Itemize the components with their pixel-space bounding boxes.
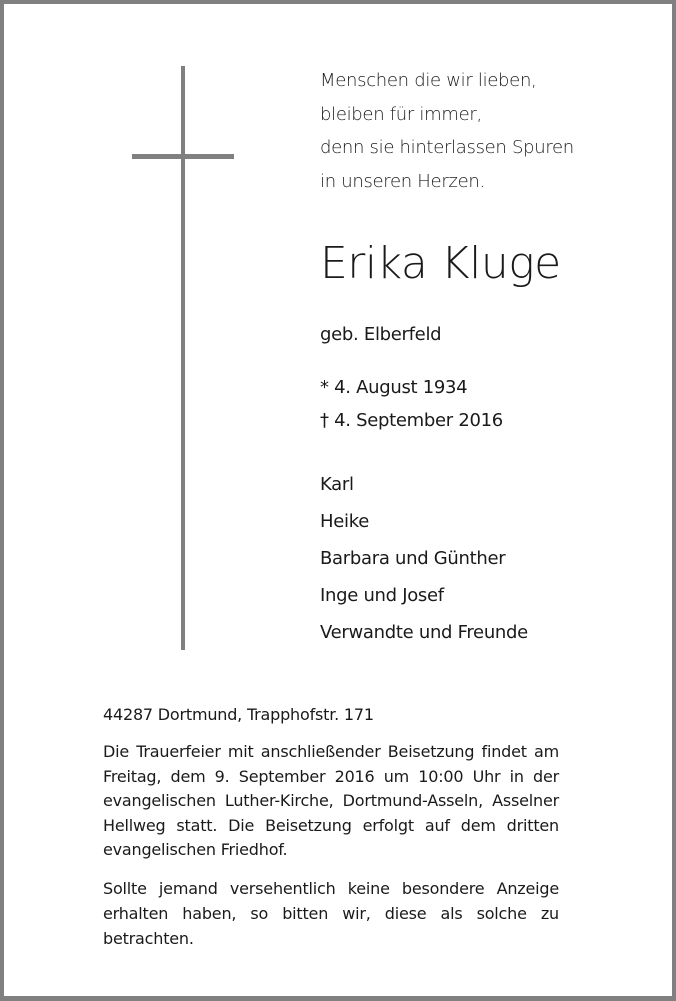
mourner-item: Inge und Josef bbox=[320, 585, 444, 606]
mourner-item: Heike bbox=[320, 511, 369, 532]
verse-line: Menschen die wir lieben, bbox=[320, 70, 537, 91]
verse-line: bleiben für immer, bbox=[320, 103, 482, 125]
death-date: † 4. September 2016 bbox=[320, 410, 503, 431]
memorial-verse bbox=[320, 64, 574, 198]
cross-icon-horizontal-bar bbox=[132, 154, 234, 159]
mourner-item: Karl bbox=[320, 474, 354, 495]
birth-date: * 4. August 1934 bbox=[320, 377, 468, 398]
funeral-notice: Die Trauerfeier mit anschließender Beisetzung findet am Freitag, dem 9. September 2016 um 10:00 Uhr in der evangelischen Luther-Kirche, Dortmund-Asseln, Asselner Hellweg statt. Die Beisetzung erfolgt auf dem dritten evangelischen Friedhof. bbox=[103, 742, 559, 859]
deceased-name: Erika Kluge bbox=[320, 238, 561, 289]
family-address: 44287 Dortmund, Trapphofstr. 171 bbox=[103, 705, 374, 724]
mourners-list bbox=[320, 466, 528, 651]
verse-line: in unseren Herzen. bbox=[320, 170, 485, 192]
mourner-item: Verwandte und Freunde bbox=[320, 622, 528, 643]
maiden-name: geb. Elberfeld bbox=[320, 324, 442, 345]
life-dates bbox=[320, 371, 503, 437]
verse-line: denn sie hinterlassen Spuren bbox=[320, 137, 574, 158]
closing-note: Sollte jemand versehentlich keine besondere Anzeige erhalten haben, so bitten wir, diese als solche zu betrachten. bbox=[103, 879, 559, 948]
mourner-item: Barbara und Günther bbox=[320, 548, 506, 569]
